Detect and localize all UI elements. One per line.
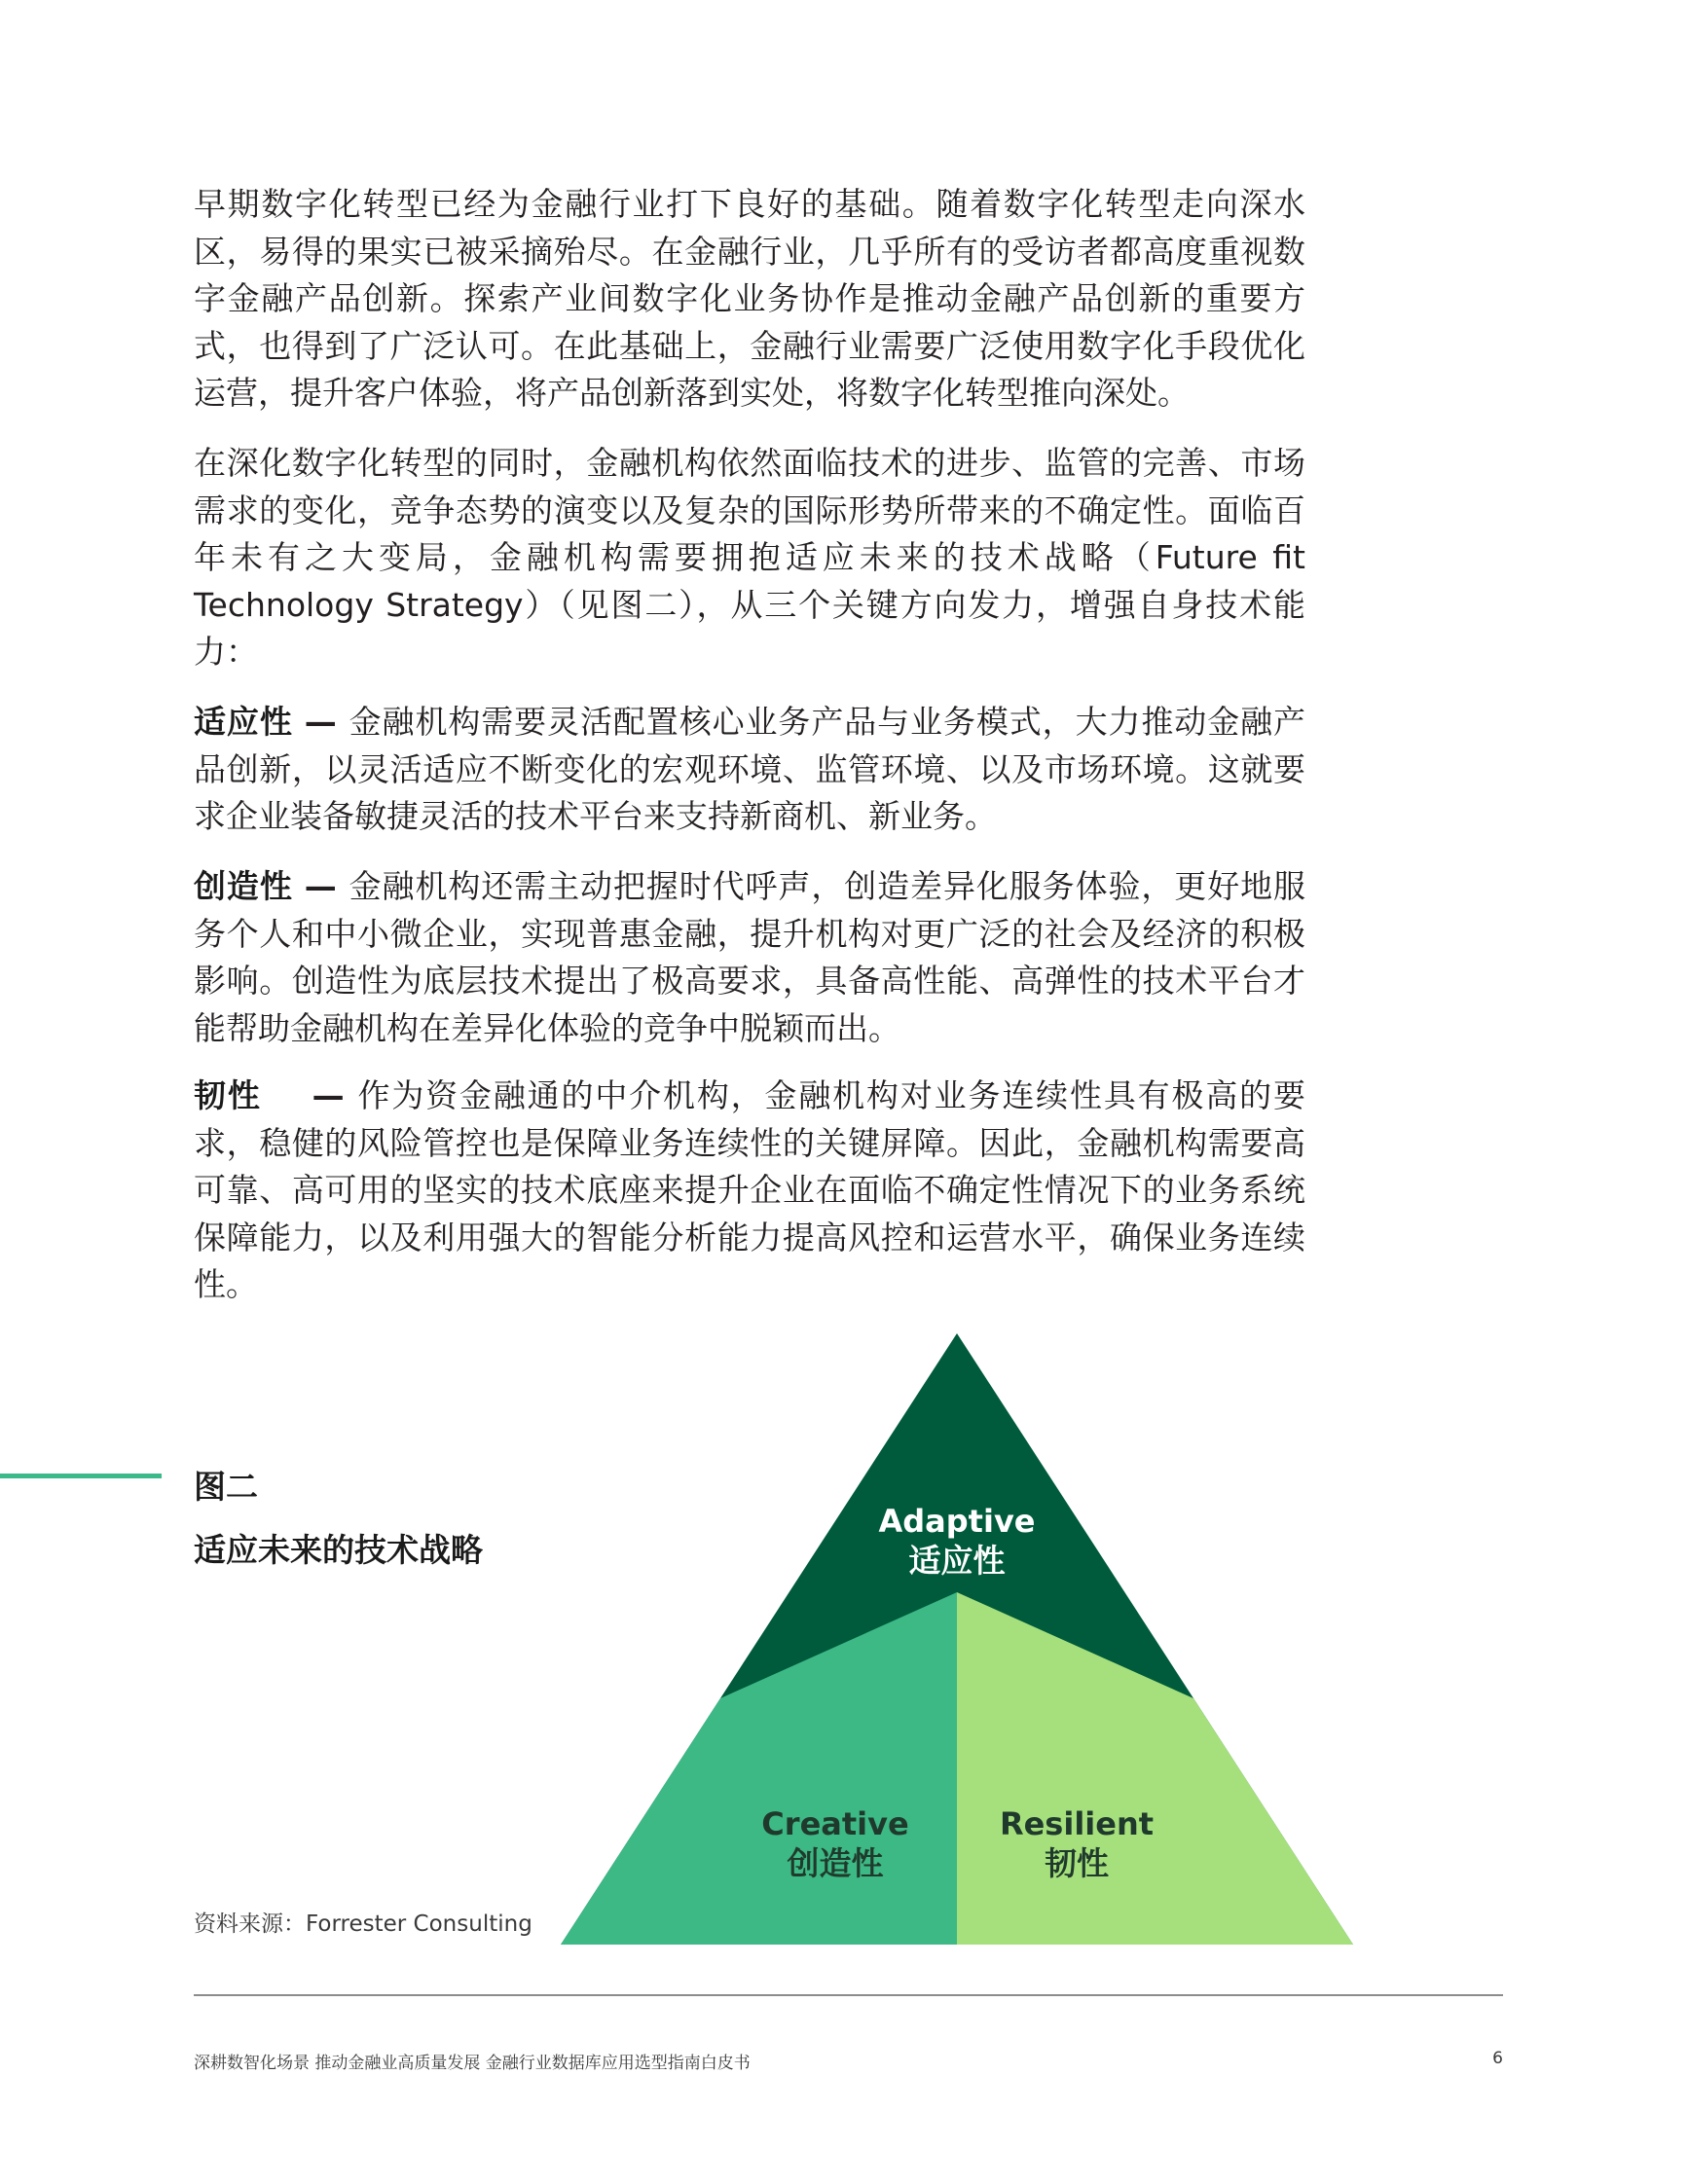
- pyramid-creative-zh: 创造性: [787, 1844, 884, 1882]
- footer-divider: [194, 1994, 1503, 1996]
- pyramid-resilient-en: Resilient: [999, 1805, 1155, 1842]
- section-adaptive-dash: —: [304, 703, 337, 741]
- pyramid-creative-en: Creative: [761, 1805, 909, 1842]
- intro-paragraph-1: 早期数字化转型已经为金融行业打下良好的基础。随着数字化转型走向深水区，易得的果实已被采摘殆尽。在金融行业，几乎所有的受访者都高度重视数字金融产品创新。探索产业间数字化业务协作是推动金融产品创新的重要方式，也得到了广泛认可。在此基础上，金融行业需要广泛使用数字化手段优化运营，提升客户体验，将产品创新落到实处，将数字化转型推向深处。: [194, 185, 1305, 412]
- figure-source: 资料来源：Forrester Consulting: [194, 1911, 532, 1937]
- section-creative-dash: —: [304, 867, 337, 905]
- section-adaptive-lead: 适应性: [194, 703, 293, 741]
- section-resilient-dash: —: [312, 1076, 345, 1114]
- intro-paragraph-2: 在深化数字化转型的同时，金融机构依然面临技术的进步、监管的完善、市场需求的变化，竞争态势的演变以及复杂的国际形势所带来的不确定性。面临百年未有之大变局，金融机构需要拥抱适应未来的技术战略（Future fit Technology Strategy）（见图二），从三个关键方向发力，增强自身技术能力：: [194, 444, 1305, 671]
- section-resilient-text: 作为资金融通的中介机构，金融机构对业务连续性具有极高的要求，稳健的风险管控也是保障业务连续性的关键屏障。因此，金融机构需要高可靠、高可用的坚实的技术底座来提升企业在面临不确定性情况下的业务系统保障能力，以及利用强大的智能分析能力提高风控和运营水平，确保业务连续性。: [194, 1076, 1306, 1303]
- pyramid-adaptive-zh: 适应性: [908, 1542, 1006, 1580]
- section-creative-text: 金融机构还需主动把握时代呼声，创造差异化服务体验，更好地服务个人和中小微企业，实现普惠金融，提升机构对更广泛的社会及经济的积极影响。创造性为底层技术提出了极高要求，具备高性能、高弹性的技术平台才能帮助金融机构在差异化体验的竞争中脱颖而出。: [194, 867, 1305, 1047]
- section-resilient-lead: 韧性: [194, 1076, 262, 1114]
- figure-title: 适应未来的技术战略: [194, 1531, 483, 1569]
- section-creative-lead: 创造性: [194, 867, 293, 905]
- section-adaptive-text: 金融机构需要灵活配置核心业务产品与业务模式，大力推动金融产品创新，以灵活适应不断变化的宏观环境、监管环境、以及市场环境。这就要求企业装备敏捷灵活的技术平台来支持新商机、新业务。: [194, 703, 1305, 835]
- pyramid-resilient-zh: 韧性: [1045, 1844, 1109, 1882]
- pyramid-adaptive-en: Adaptive: [878, 1503, 1036, 1540]
- footer-title: 深耕数智化场景 推动金融业高质量发展 金融行业数据库应用选型指南白皮书: [194, 2054, 751, 2073]
- figure-label: 图二: [194, 1468, 258, 1506]
- page-number: 6: [1492, 2049, 1503, 2068]
